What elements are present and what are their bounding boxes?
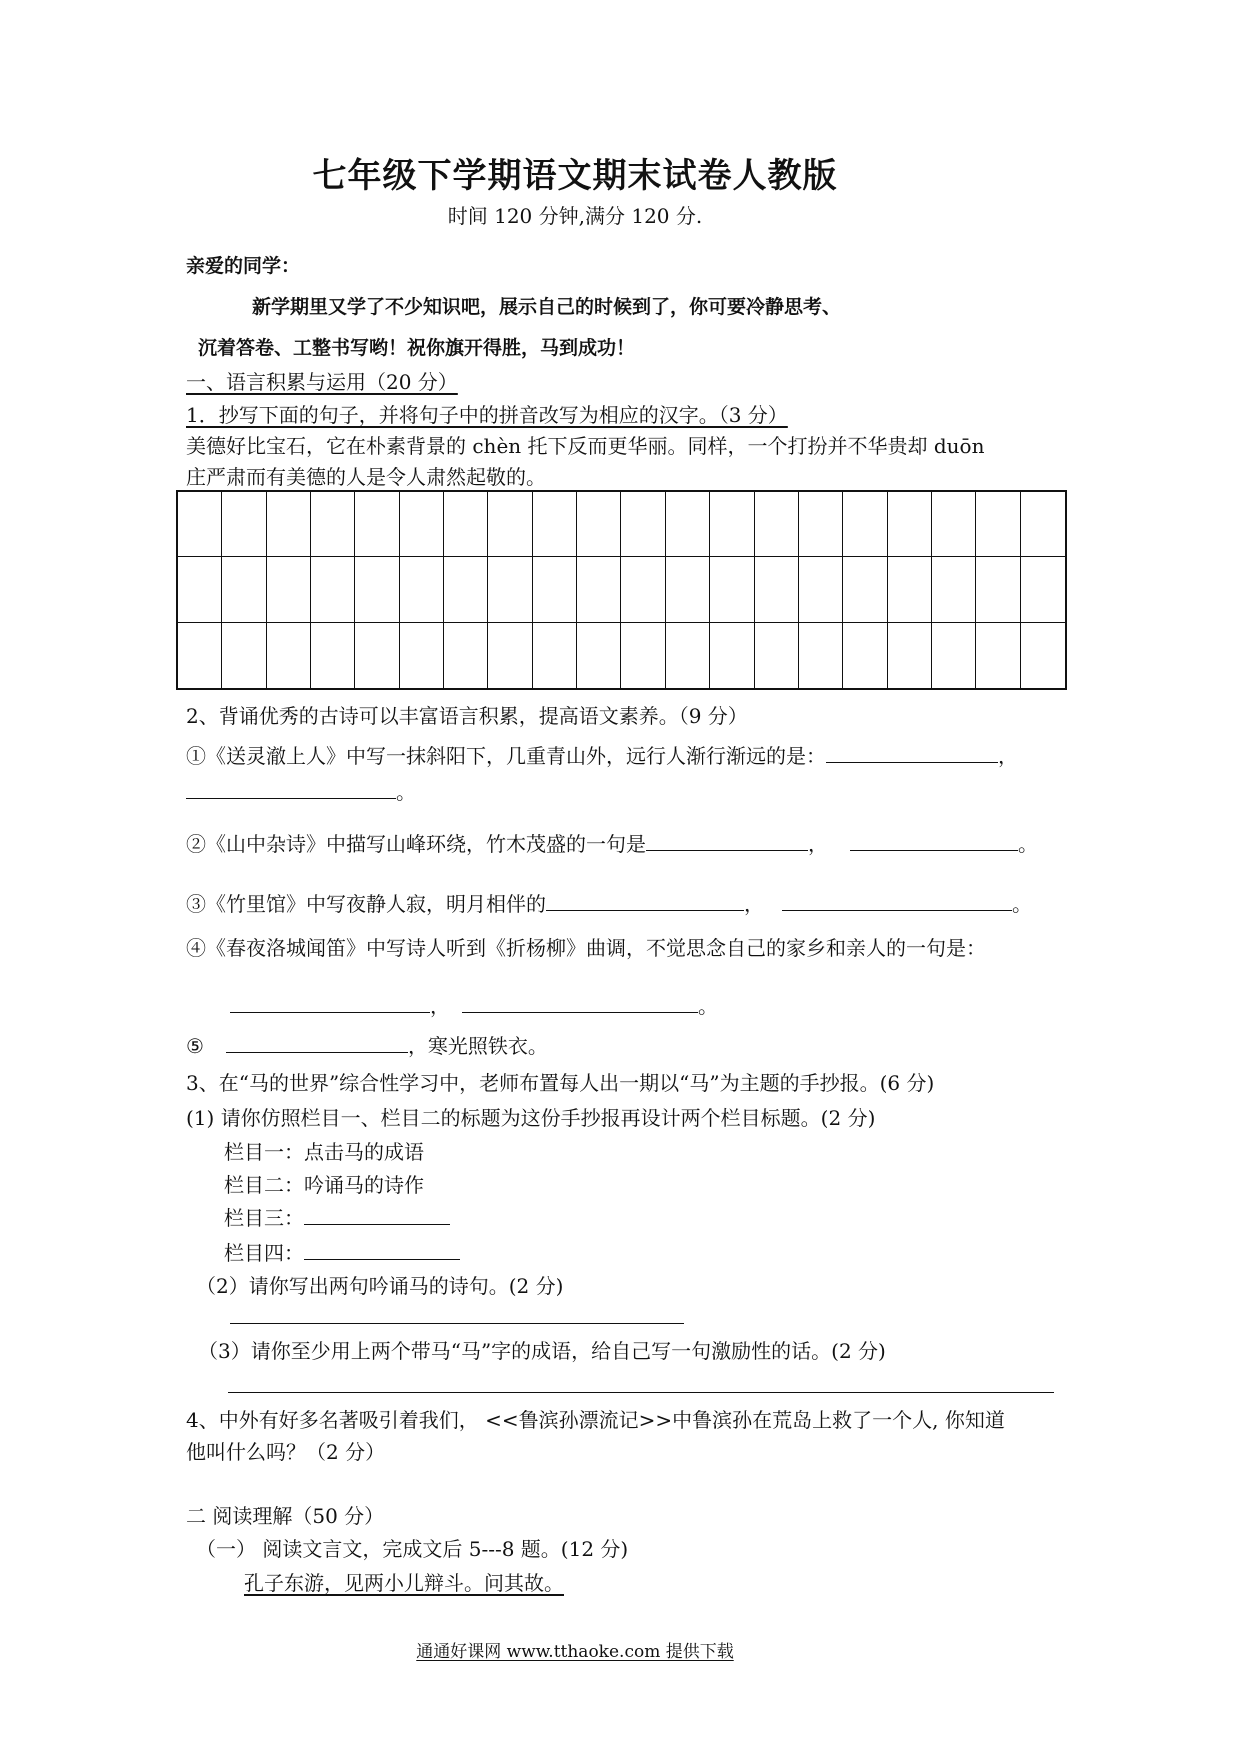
section-2-part-1: （一） 阅读文言文，完成文后 5---8 题。(12 分) [196,1537,629,1561]
q2-item-2-text: ②《山中杂诗》中描写山峰环绕，竹木茂盛的一句是 [186,832,646,856]
grid-cell[interactable] [843,557,887,622]
grid-cell[interactable] [400,623,444,688]
grid-cell[interactable] [267,492,311,557]
punctuation: ， [808,832,828,856]
grid-cell[interactable] [799,492,843,557]
q2-item-4-answer [230,990,718,1019]
grid-cell[interactable] [932,623,976,688]
q3-prompt: 3、在“马的世界”综合性学习中，老师布置每人出一期以“马”为主题的手抄报。(6 分) [186,1071,935,1095]
grid-cell[interactable] [976,623,1020,688]
grid-cell[interactable] [621,492,665,557]
grid-cell[interactable] [533,557,577,622]
grid-cell[interactable] [755,492,799,557]
punctuation: 。 [396,780,416,804]
grid-cell[interactable] [710,557,754,622]
q2-prompt: 2、背诵优秀的古诗可以丰富语言积累，提高语文素养。（9 分） [186,704,748,728]
q1-prompt: 1．抄写下面的句子，并将句子中的拼音改写为相应的汉字。（3 分） [186,403,788,427]
section-1-heading: 一、语言积累与运用（20 分） [186,370,458,394]
grid-cell[interactable] [222,557,266,622]
grid-cell[interactable] [621,557,665,622]
grid-cell[interactable] [178,492,222,557]
answer-blank[interactable] [782,890,1012,911]
q1-text-line-1: 美德好比宝石，它在朴素背景的 chèn 托下反而更华丽。同样，一个打扮并不华贵却 duōn [186,434,985,458]
grid-cell[interactable] [755,557,799,622]
q3-sub-3: （3）请你至少用上两个带马“马”字的成语，给自己写一句激励性的话。(2 分) [198,1339,886,1363]
q2-item-2 [186,828,1038,857]
q1-text-line-2: 庄严肃而有美德的人是令人肃然起敬的。 [186,465,546,489]
answer-blank[interactable] [230,992,430,1013]
grid-cell[interactable] [222,623,266,688]
grid-cell[interactable] [976,492,1020,557]
q3-column-4-label: 栏目四： [224,1241,304,1265]
grid-cell[interactable] [533,623,577,688]
grid-cell[interactable] [1021,557,1065,622]
punctuation: 。 [1012,892,1032,916]
answer-blank[interactable] [186,778,396,799]
grid-cell[interactable] [577,623,621,688]
grid-cell[interactable] [755,623,799,688]
grid-cell[interactable] [444,623,488,688]
answer-blank[interactable] [462,992,698,1013]
page-title: 七年级下学期语文期末试卷人教版 [312,156,838,196]
classical-passage: 孔子东游，见两小儿辩斗。问其故。 [244,1571,564,1595]
q2-item-3-text: ③《竹里馆》中写夜静人寂，明月相伴的 [186,892,546,916]
answer-blank[interactable] [304,1239,460,1260]
grid-cell[interactable] [1021,623,1065,688]
grid-cell[interactable] [488,623,532,688]
answer-line[interactable] [228,1392,1054,1393]
grid-cell[interactable] [488,557,532,622]
grid-cell[interactable] [488,492,532,557]
grid-cell[interactable] [666,623,710,688]
q3-sub-1: (1) 请你仿照栏目一、栏目二的标题为这份手抄报再设计两个栏目标题。(2 分) [186,1106,876,1130]
grid-cell[interactable] [799,623,843,688]
grid-cell[interactable] [311,623,355,688]
q2-item-1-text: ①《送灵澈上人》中写一抹斜阳下，几重青山外，远行人渐行渐远的是： [186,744,826,768]
q2-item-4: ④《春夜洛城闻笛》中写诗人听到《折杨柳》曲调，不觉思念自己的家乡和亲人的一句是： [186,936,986,960]
q4-line-2: 他叫什么吗？（2 分） [186,1440,386,1464]
greeting-line-1: 新学期里又学了不少知识吧，展示自己的时候到了，你可要冷静思考、 [252,296,842,318]
grid-cell[interactable] [888,492,932,557]
answer-blank[interactable] [850,830,1018,851]
grid-cell[interactable] [311,492,355,557]
grid-cell[interactable] [932,492,976,557]
q2-item-3 [186,888,1032,917]
answer-line[interactable] [230,1323,684,1324]
answer-blank[interactable] [304,1204,450,1225]
footer-source: 通通好课网 www.tthaoke.com 提供下载 [416,1642,734,1662]
grid-cell[interactable] [222,492,266,557]
grid-cell[interactable] [710,492,754,557]
grid-cell[interactable] [666,492,710,557]
exam-info: 时间 120 分钟,满分 120 分. [447,204,703,228]
grid-cell[interactable] [178,623,222,688]
answer-blank[interactable] [826,742,998,763]
q2-item-1-continued [186,776,416,805]
q3-column-1: 栏目一：点击马的成语 [224,1140,424,1164]
punctuation: 。 [1018,832,1038,856]
q2-item-5-text: ，寒光照铁衣。 [407,1034,548,1058]
grid-cell[interactable] [444,492,488,557]
grid-cell[interactable] [932,557,976,622]
grid-cell[interactable] [355,492,399,557]
q3-column-3 [224,1202,450,1231]
grid-cell[interactable] [267,623,311,688]
q3-sub-2: （2）请你写出两句吟诵马的诗句。(2 分) [196,1274,564,1298]
punctuation: ， [430,994,450,1018]
q2-item-5 [186,1030,548,1059]
grid-cell[interactable] [666,557,710,622]
q3-column-2: 栏目二：吟诵马的诗作 [224,1173,424,1197]
grid-cell[interactable] [621,623,665,688]
grid-cell[interactable] [444,557,488,622]
grid-cell[interactable] [267,557,311,622]
grid-cell[interactable] [355,557,399,622]
answer-blank[interactable] [646,830,808,851]
grid-cell[interactable] [888,557,932,622]
copy-writing-grid[interactable] [176,490,1067,690]
grid-cell[interactable] [400,492,444,557]
grid-cell[interactable] [400,557,444,622]
grid-cell[interactable] [577,492,621,557]
section-2-heading: 二 阅读理解（50 分） [186,1504,385,1528]
grid-cell[interactable] [710,623,754,688]
q2-item-1 [186,740,1018,769]
punctuation: ， [998,744,1018,768]
punctuation: ， [744,892,764,916]
grid-cell[interactable] [178,557,222,622]
item-number: ⑤ [186,1034,204,1058]
grid-cell[interactable] [355,623,399,688]
grid-cell[interactable] [843,623,887,688]
q3-column-3-label: 栏目三： [224,1206,304,1230]
answer-blank[interactable] [546,890,744,911]
q4-line-1: 4、中外有好多名著吸引着我们， <<鲁滨孙漂流记>>中鲁滨孙在荒岛上救了一个人, 你知道 [186,1408,1005,1432]
grid-cell[interactable] [1021,492,1065,557]
grid-cell[interactable] [799,557,843,622]
greeting-salutation: 亲爱的同学： [186,255,301,277]
grid-cell[interactable] [577,557,621,622]
punctuation: 。 [698,994,718,1018]
greeting-line-2: 沉着答卷、工整书写哟！祝你旗开得胜，马到成功！ [198,337,636,359]
grid-cell[interactable] [843,492,887,557]
grid-cell[interactable] [888,623,932,688]
grid-cell[interactable] [533,492,577,557]
answer-blank[interactable] [226,1032,408,1053]
grid-cell[interactable] [311,557,355,622]
q3-column-4 [224,1237,460,1266]
grid-cell[interactable] [976,557,1020,622]
